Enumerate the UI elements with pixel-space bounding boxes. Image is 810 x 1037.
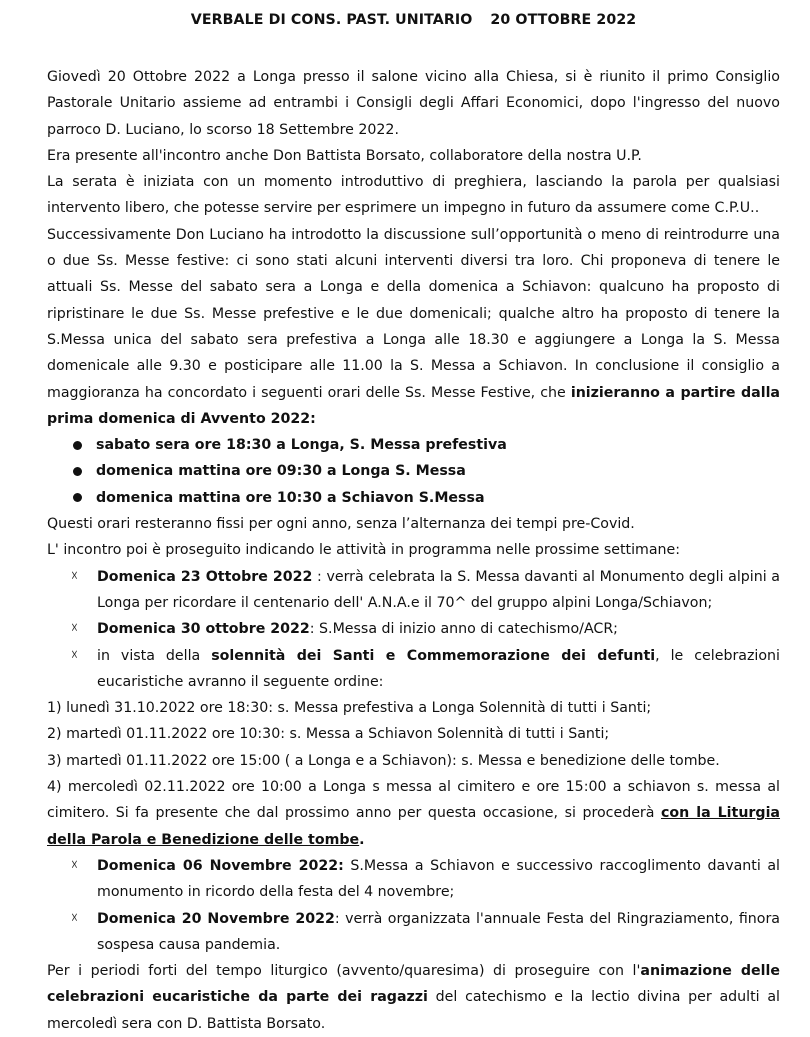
list-item: domenica mattina ore 09:30 a Longa S. Messa bbox=[47, 458, 780, 484]
paragraph-liturgical-periods: Per i periodi forti del tempo liturgico (avvento/quaresima) di proseguire con l'animazione delle celebrazioni eucaristiche da parte dei ragazzi del catechismo e la lectio divina per adulti al mercoledì sera con D. Battista Borsato. bbox=[47, 963, 780, 1032]
list-item: ☓ Domenica 30 ottobre 2022: S.Messa di inizio anno di catechismo/ACR; bbox=[47, 616, 780, 642]
bullet-icon bbox=[73, 493, 82, 502]
numbered-item-3: 3) martedì 01.11.2022 ore 15:00 ( a Longa e a Schiavon): s. Messa e benedizione delle tombe. bbox=[47, 752, 720, 769]
list-item: sabato sera ore 18:30 a Longa, S. Messa prefestiva bbox=[47, 432, 780, 458]
activities-list-1 bbox=[47, 564, 780, 695]
numbered-item-1: 1) lunedì 31.10.2022 ore 18:30: s. Messa prefestiva a Longa Solennità di tutti i Santi; bbox=[47, 700, 652, 717]
activities-list-2 bbox=[47, 853, 780, 958]
list-item: ☓ Domenica 20 Novembre 2022: verrà organizzata l'annuale Festa del Ringraziamento, finora sospesa causa pandemia. bbox=[47, 906, 780, 959]
paragraph-discussion bbox=[47, 222, 780, 432]
list-item: ☓ Domenica 23 Ottobre 2022 : verrà celebrata la S. Messa davanti al Monumento degli alpini a Longa per ricordare il centenario dell' A.N.A.e il 70^ del gruppo alpini Longa/Schiavon; bbox=[47, 564, 780, 617]
list-item: ☓ in vista della solennità dei Santi e Commemorazione dei defunti, le celebrazioni eucaristiche avranno il seguente ordine: bbox=[47, 643, 780, 696]
discussion-text: Successivamente Don Luciano ha introdotto la discussione sull’opportunità o meno di reintrodurre una o due Ss. Messe festive: ci sono stati alcuni interventi diversi tra loro. Chi proponeva di tenere le attuali Ss. Messe del sabato sera a Longa e della domenica a Schiavon: qualcuno ha proposto di ripristinare le due Ss. Messe prefestive e le due domenicali; qualche altro ha proposto di tenere la S.Messa unica del sabato sera prefestiva a Longa alle 18.30 e aggiungere a Longa la S. Messa domenicale alle 9.30 e posticipare alle 11.00 la S. Messa a Schiavon. In conclusione il consiglio a maggioranza ha concordato i seguenti orari delle Ss. Messe Festive, che bbox=[47, 226, 780, 401]
x-mark-icon: ☓ bbox=[71, 621, 78, 637]
mass-schedule-list bbox=[47, 432, 780, 511]
x-mark-icon: ☓ bbox=[71, 647, 78, 663]
document-title bbox=[47, 12, 780, 28]
title-text: VERBALE DI CONS. PAST. UNITARIO bbox=[190, 12, 473, 28]
numbered-item-4: 4) mercoledì 02.11.2022 ore 10:00 a Longa s messa al cimitero e ore 15:00 a schiavon s. messa al cimitero. Si fa presente che dal prossimo anno per questa occasione, si procederà con la Liturgia della Parola e Benedizione delle tombe. bbox=[47, 779, 781, 848]
bullet-icon bbox=[73, 441, 82, 450]
discussion-bold: inizieranno a partire dalla prima domenica di Avvento 2022: bbox=[47, 384, 781, 427]
paragraph-activities: L' incontro poi è proseguito indicando le attività in programma nelle prossime settimane: bbox=[47, 542, 681, 559]
paragraph-intro: Giovedì 20 Ottobre 2022 a Longa presso il salone vicino alla Chiesa, si è riunito il primo Consiglio Pastorale Unitario assieme ad entrambi i Consigli degli Affari Economici, dopo l'ingresso del nuovo parroco D. Luciano, lo scorso 18 Settembre 2022. bbox=[47, 69, 780, 138]
paragraph-presence: Era presente all'incontro anche Don Battista Borsato, collaboratore della nostra U.P. bbox=[47, 147, 642, 164]
x-mark-icon: ☓ bbox=[71, 568, 78, 584]
list-item: ☓ Domenica 06 Novembre 2022: S.Messa a Schiavon e successivo raccoglimento davanti al monumento in ricordo della festa del 4 novembre; bbox=[47, 853, 780, 906]
list-item: domenica mattina ore 10:30 a Schiavon S.Messa bbox=[47, 485, 780, 511]
bullet-icon bbox=[73, 467, 82, 476]
x-mark-icon: ☓ bbox=[71, 910, 78, 926]
paragraph-prayer: La serata è iniziata con un momento introduttivo di preghiera, lasciando la parola per qualsiasi intervento libero, che potesse servire per esprimere un impegno in futuro da assumere come C.P.U.. bbox=[47, 174, 780, 217]
paragraph-fixed-times: Questi orari resteranno fissi per ogni anno, senza l’alternanza dei tempi pre-Covid. bbox=[47, 516, 635, 533]
liturgy-underlined: con la Liturgia della Parola e Benedizione delle tombe bbox=[47, 805, 781, 848]
numbered-item-2: 2) martedì 01.11.2022 ore 10:30: s. Messa a Schiavon Solennità di tutti i Santi; bbox=[47, 726, 610, 743]
title-date: 20 OTTOBRE 2022 bbox=[490, 12, 637, 28]
x-mark-icon: ☓ bbox=[71, 857, 78, 873]
